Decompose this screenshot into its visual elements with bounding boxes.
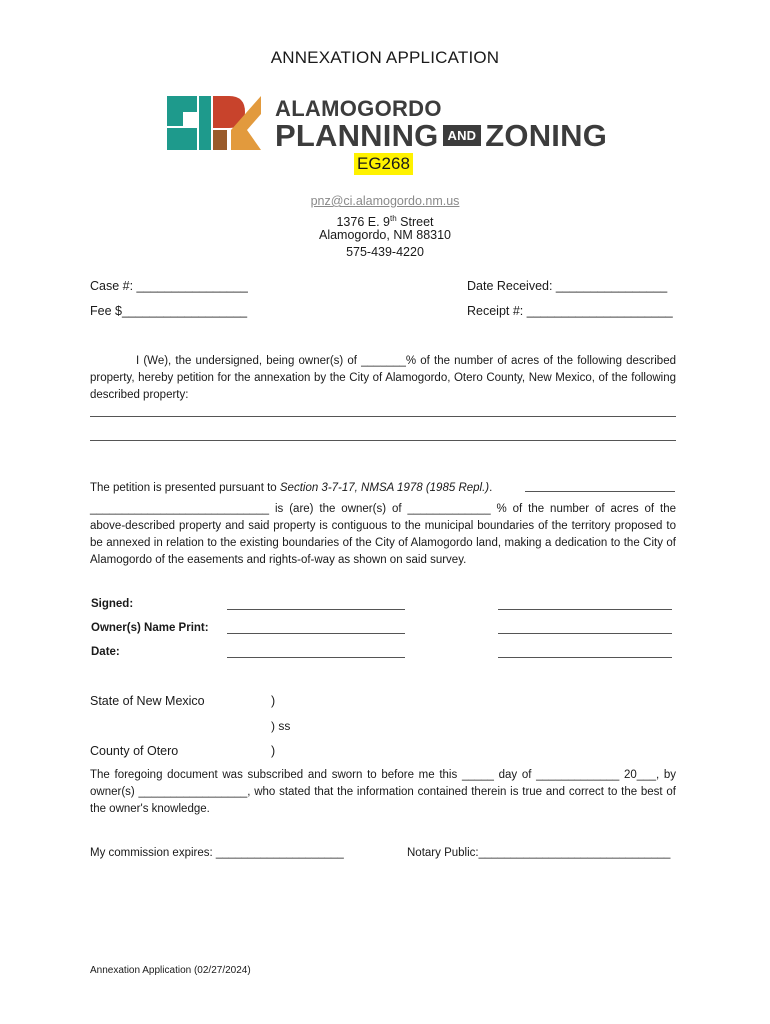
state-label: State of New Mexico: [90, 694, 205, 708]
phone-number: 575-439-4220: [346, 245, 424, 259]
receipt-number-field[interactable]: Receipt #: _____________________: [467, 304, 673, 318]
logo-mark-icon: [165, 94, 263, 152]
ownership-statement: ____________________________ is (are) the owner(s) of _____________ % of the number of acres of the above-described property and said property is contiguous to the municipal boundaries of the territory proposed to be annexed in relation to the existing boundaries of the City of Alamogordo land, making a dedication to the City of Alamogordo of the easements and rights-of-way as shown on said survey.: [90, 503, 676, 566]
paren-3: ): [271, 744, 276, 758]
alamogordo-logo: [165, 94, 608, 153]
logo-and: AND: [443, 125, 482, 146]
owner-name-line-2[interactable]: [498, 633, 672, 634]
owner-name-line-1[interactable]: [227, 633, 405, 634]
date-line-2[interactable]: [498, 657, 672, 658]
logo-text-planning-zoning: [275, 118, 607, 154]
statute-citation: Section 3-7-17, NMSA 1978 (1985 Repl.): [279, 482, 490, 494]
notary-public-field[interactable]: Notary Public:______________________________: [407, 847, 671, 859]
commission-expires-field[interactable]: My commission expires: ____________________: [90, 847, 344, 859]
logo-text-alamogordo: ALAMOGORDO: [275, 96, 442, 121]
signed-label: Signed:: [91, 598, 134, 610]
street-address: 1376 E. 9th Street: [336, 214, 434, 230]
case-number-field[interactable]: Case #: ________________: [90, 279, 248, 293]
statute-blank-line[interactable]: [525, 491, 675, 492]
email-link[interactable]: pnz@ci.alamogordo.nm.us: [310, 194, 460, 208]
statute-prefix: The petition is presented pursuant to: [90, 482, 280, 494]
paren-1: ): [271, 694, 276, 708]
signature-line-1[interactable]: [227, 609, 405, 610]
ss-label: ) ss: [271, 719, 291, 733]
form-code: EG268: [354, 153, 413, 175]
property-description-line-1[interactable]: [90, 416, 676, 417]
date-label: Date:: [91, 646, 120, 658]
logo-planning: PLANNING: [275, 118, 439, 153]
sworn-statement: The foregoing document was subscribed and sworn to before me this _____ day of _____________ 20___, by owner(s) _________________, who stated that the information contained therein is true and correct to the best of the owner's knowledge.: [90, 769, 676, 815]
owner-name-label: Owner(s) Name Print:: [91, 622, 209, 634]
county-label: County of Otero: [90, 744, 179, 758]
statute-suffix: .: [489, 482, 493, 494]
property-description-line-2[interactable]: [90, 440, 676, 441]
city-address: Alamogordo, NM 88310: [318, 228, 452, 242]
date-received-field[interactable]: Date Received: ________________: [467, 279, 668, 293]
statute-statement: [90, 480, 676, 497]
fee-field[interactable]: Fee $__________________: [90, 304, 248, 318]
footer-text: Annexation Application (02/27/2024): [90, 965, 251, 976]
date-line-1[interactable]: [227, 657, 405, 658]
page-title: ANNEXATION APPLICATION: [270, 48, 500, 67]
petition-intro-text: I (We), the undersigned, being owner(s) of _______% of the number of acres of the following described property, hereby petition for the annexation by the City of Alamogordo, Otero County, New Mexico, of the following described property:: [90, 355, 676, 401]
petition-intro: [90, 353, 676, 404]
logo-zoning: ZONING: [485, 118, 608, 153]
signature-line-2[interactable]: [498, 609, 672, 610]
